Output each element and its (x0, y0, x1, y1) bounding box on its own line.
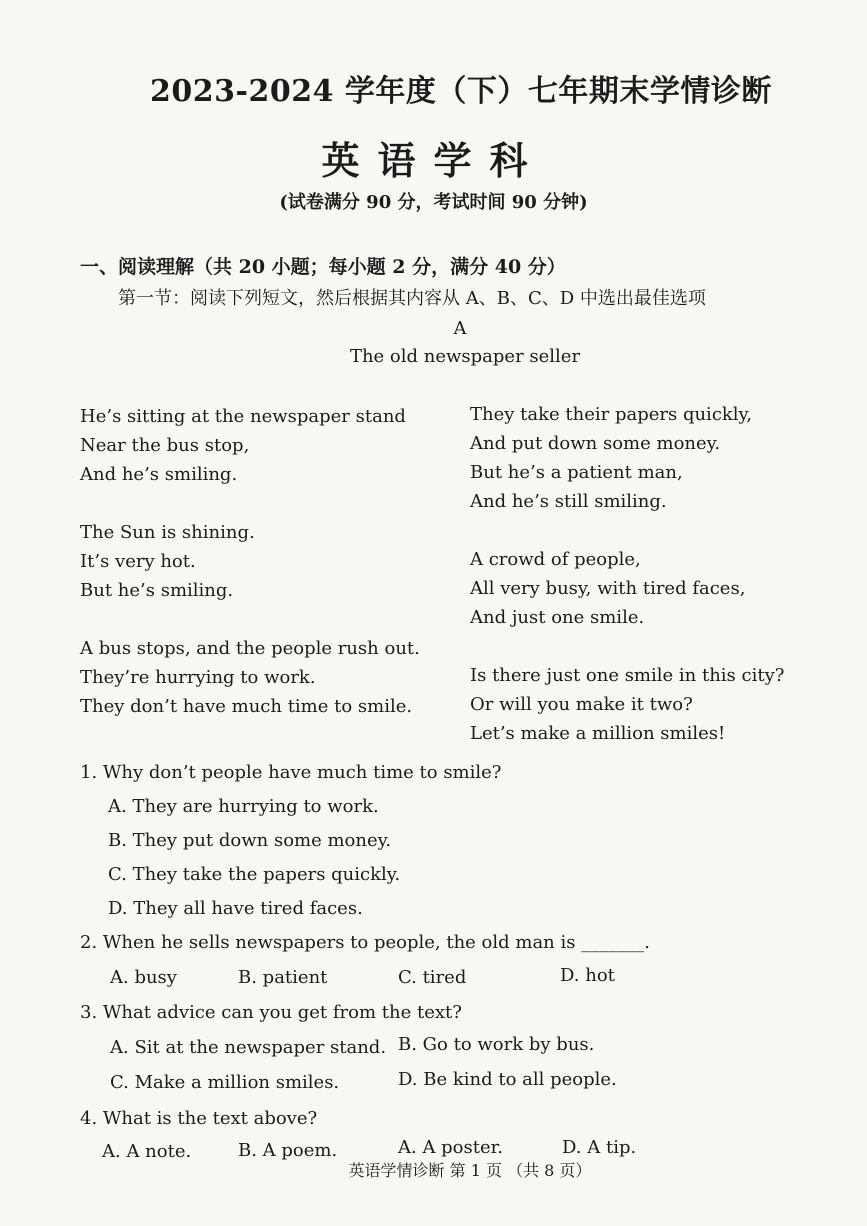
question-4-option-b: B. A poem. (238, 1140, 338, 1161)
poem-line: And he’s still smiling. (470, 491, 667, 512)
poem-line: But he’s a patient man, (470, 462, 683, 483)
question-1-option-b: B. They put down some money. (108, 830, 392, 851)
poem-stanza (80, 402, 420, 489)
passage-title: The old newspaper seller (349, 346, 581, 367)
poem-line: They take their papers quickly, (470, 404, 753, 425)
poem-stanza (470, 545, 784, 632)
poem-line: And put down some money. (470, 433, 721, 454)
exam-title: 2023-2024 学年度（下）七年期末学情诊断 (150, 74, 772, 109)
poem-stanza (80, 634, 420, 721)
question-1-option-c: C. They take the papers quickly. (108, 864, 401, 885)
poem-line: It’s very hot. (80, 551, 196, 572)
question-4-option-a: A. A note. (102, 1141, 192, 1162)
poem-line: The Sun is shining. (80, 522, 255, 543)
question-1-stem: 1. Why don’t people have much time to smile? (80, 762, 502, 783)
poem-line: He’s sitting at the newspaper stand (80, 406, 406, 427)
exam-info: (试卷满分 90 分，考试时间 90 分钟) (279, 192, 588, 213)
poem-line: A crowd of people, (470, 549, 641, 570)
poem-stanza (80, 518, 420, 605)
question-3-option-d: D. Be kind to all people. (398, 1069, 617, 1090)
question-2-option-d: D. hot (560, 965, 615, 986)
subject-title: 英语学科 (321, 138, 546, 183)
page-footer: 英语学情诊断 第 1 页 （共 8 页） (348, 1161, 592, 1180)
poem-stanza (470, 661, 784, 748)
question-3-option-c: C. Make a million smiles. (110, 1072, 340, 1093)
poem-line: Let’s make a million smiles! (470, 723, 726, 744)
poem-stanza (470, 400, 784, 516)
question-4-option-c: A. A poster. (398, 1137, 503, 1158)
poem-line: And he’s smiling. (80, 464, 238, 485)
question-2-option-b: B. patient (238, 967, 328, 988)
question-3-option-a: A. Sit at the newspaper stand. (110, 1037, 387, 1058)
poem-line: They don’t have much time to smile. (80, 696, 413, 717)
question-4-stem: 4. What is the text above? (80, 1108, 318, 1129)
question-2-stem: 2. When he sells newspapers to people, the old man is _______. (80, 932, 650, 953)
poem-line: All very busy, with tired faces, (470, 578, 746, 599)
part-instruction: 第一节：阅读下列短文，然后根据其内容从 A、B、C、D 中选出最佳选项 (118, 288, 706, 309)
poem-line: Near the bus stop, (80, 435, 250, 456)
poem-line: And just one smile. (470, 607, 645, 628)
question-2-option-a: A. busy (110, 967, 177, 988)
section-heading: 一、阅读理解（共 20 小题；每小题 2 分，满分 40 分） (80, 256, 566, 278)
question-3-stem: 3. What advice can you get from the text? (80, 1002, 462, 1023)
poem-line: But he’s smiling. (80, 580, 234, 601)
question-4-option-d: D. A tip. (562, 1137, 637, 1158)
poem-left-column (80, 402, 420, 750)
poem-line: Is there just one smile in this city? (470, 665, 785, 686)
poem-line: A bus stops, and the people rush out. (80, 638, 420, 659)
poem-line: Or will you make it two? (470, 694, 693, 715)
question-1-option-d: D. They all have tired faces. (108, 898, 363, 919)
question-3-option-b: B. Go to work by bus. (398, 1034, 595, 1055)
question-2-option-c: C. tired (398, 967, 467, 988)
passage-label: A (453, 318, 467, 339)
question-1-option-a: A. They are hurrying to work. (108, 796, 379, 817)
poem-line: They’re hurrying to work. (80, 667, 316, 688)
poem-right-column (470, 400, 784, 777)
